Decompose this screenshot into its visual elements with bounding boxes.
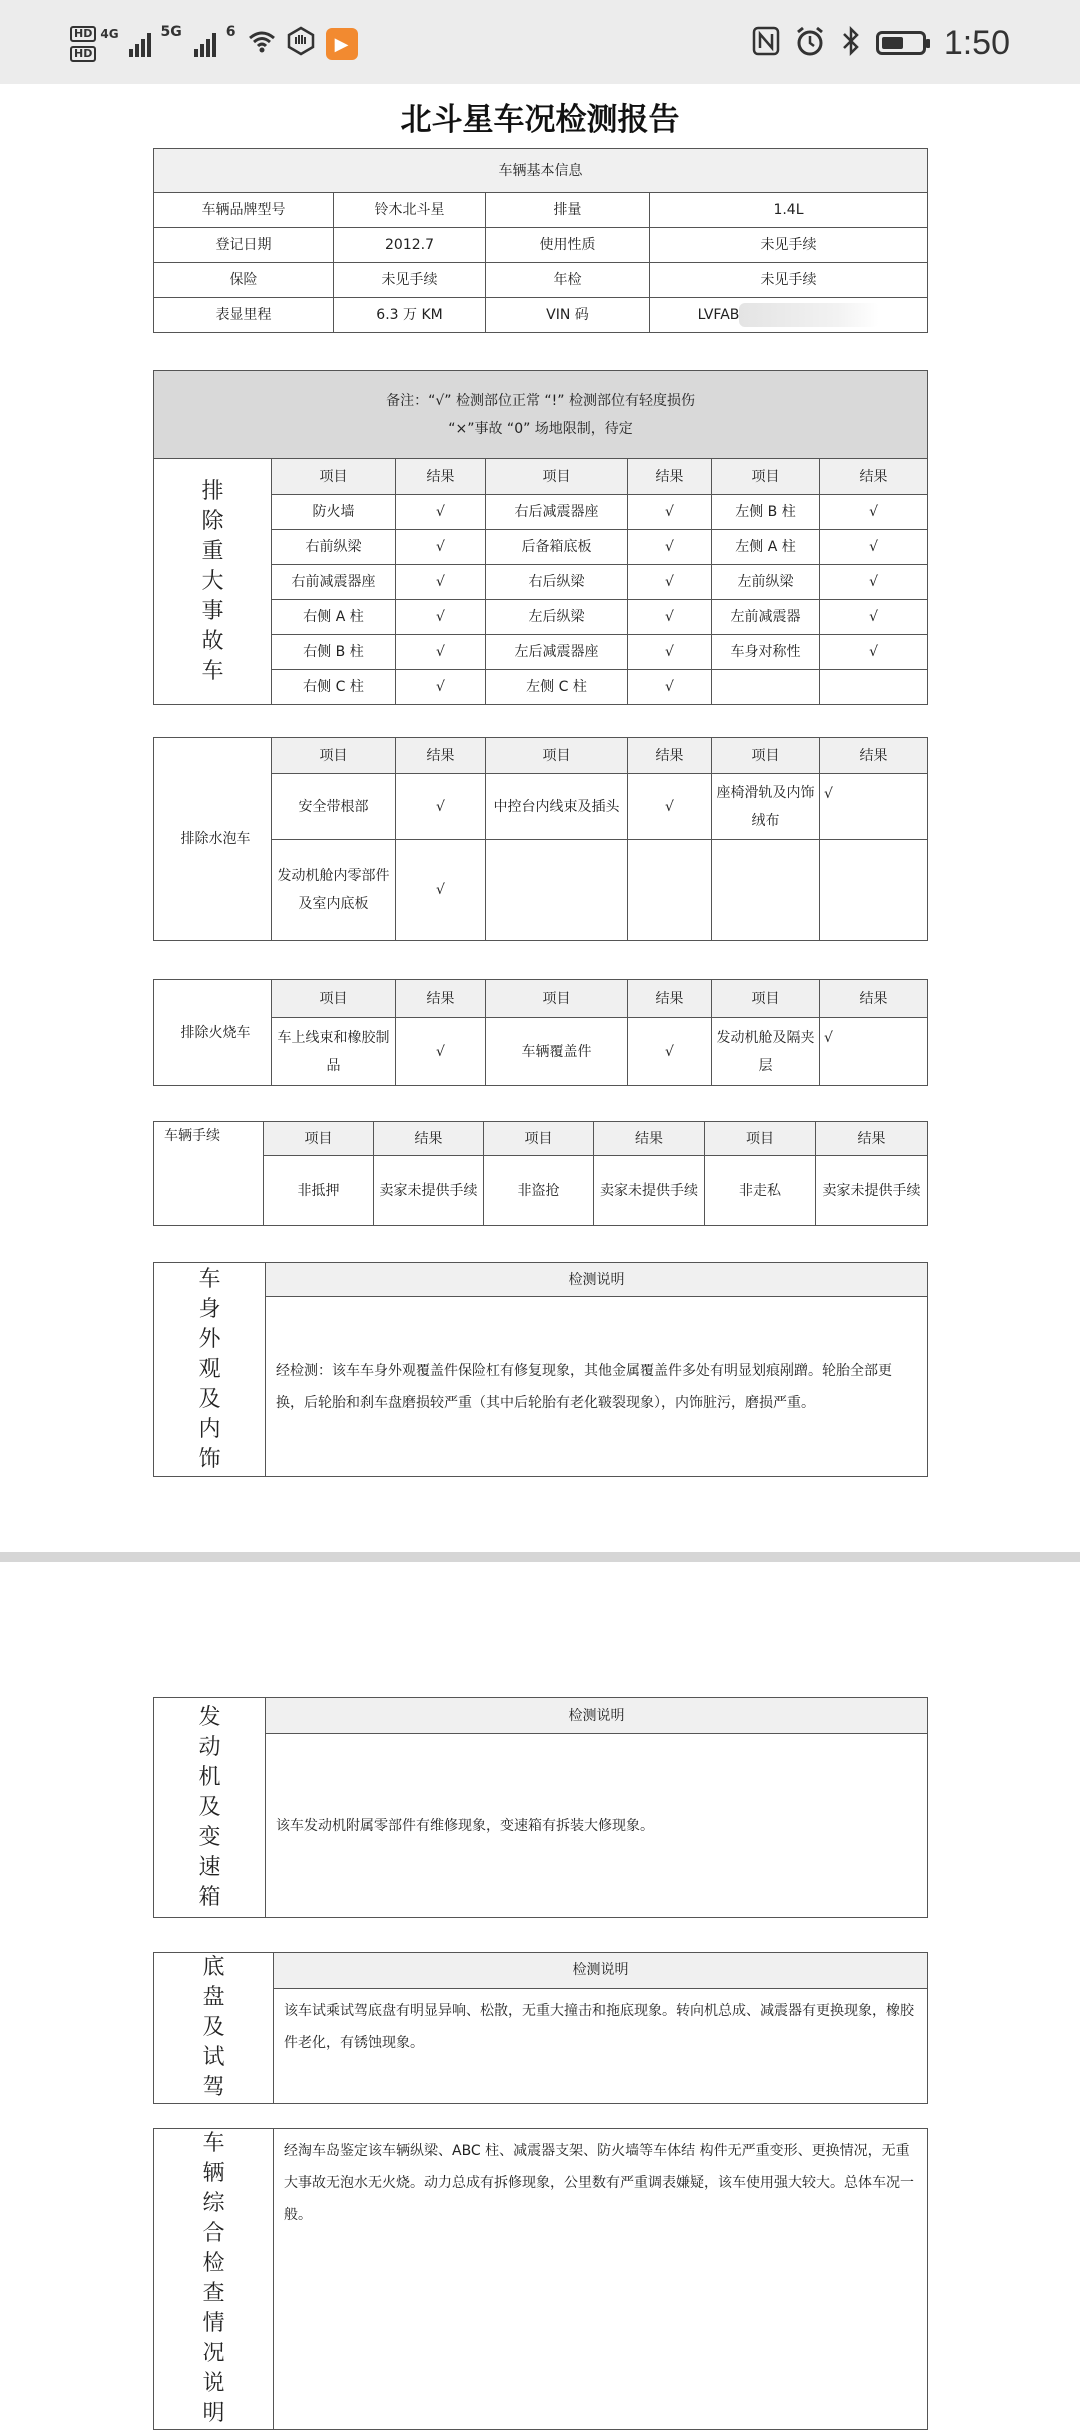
info-label: 表显里程 xyxy=(154,298,334,333)
col-header: 项目 xyxy=(272,738,396,774)
fire-table xyxy=(153,979,928,1086)
summary-table xyxy=(153,2128,928,2430)
info-value: 6.3 万 KM xyxy=(334,298,486,333)
col-header: 结果 xyxy=(396,980,486,1018)
item-cell: 非抵押 xyxy=(264,1156,374,1226)
status-right xyxy=(752,20,1010,66)
page-divider xyxy=(0,1552,1080,1562)
engine-label-cell xyxy=(154,1698,266,1918)
result-cell: √ xyxy=(628,1018,712,1086)
info-value: 2012.7 xyxy=(334,228,486,263)
summary-label-cell xyxy=(154,2129,274,2430)
col-header: 项目 xyxy=(486,980,628,1018)
hand-shield-icon xyxy=(286,26,316,63)
vin-redaction xyxy=(739,303,879,327)
clock-time: 1:50 xyxy=(943,23,1010,62)
procedures-label: 车辆手续 xyxy=(164,1128,220,1144)
col-header: 项目 xyxy=(484,1122,594,1156)
signal-icon xyxy=(194,31,216,57)
info-value: 1.4L xyxy=(650,193,928,228)
result-cell: √ xyxy=(820,600,928,635)
item-cell: 后备箱底板 xyxy=(486,530,628,565)
info-value: 未见手续 xyxy=(650,228,928,263)
item-cell: 车上线束和橡胶制品 xyxy=(272,1018,396,1086)
chassis-label: 底盘及试驾 xyxy=(202,1955,225,2100)
result-cell: √ xyxy=(396,670,486,705)
result-cell: √ xyxy=(396,600,486,635)
result-cell: √ xyxy=(396,565,486,600)
item-cell: 左侧 C 柱 xyxy=(486,670,628,705)
body-table xyxy=(153,1262,928,1477)
item-cell: 右前减震器座 xyxy=(272,565,396,600)
battery-icon xyxy=(876,31,926,55)
body-label: 车身外观及内饰 xyxy=(198,1266,221,1472)
item-cell: 左前纵梁 xyxy=(712,565,820,600)
item-cell: 左前减震器 xyxy=(712,600,820,635)
result-cell: √ xyxy=(628,670,712,705)
info-label: VIN 码 xyxy=(486,298,650,333)
info-value: 铃木北斗星 xyxy=(334,193,486,228)
status-bar xyxy=(0,0,1080,84)
col-header: 项目 xyxy=(712,459,820,495)
result-cell: √ xyxy=(820,565,928,600)
procedures-table xyxy=(153,1121,928,1226)
chassis-label-cell xyxy=(154,1953,274,2104)
result-cell: √ xyxy=(396,530,486,565)
col-header: 结果 xyxy=(628,459,712,495)
item-cell: 左后纵梁 xyxy=(486,600,628,635)
col-header: 结果 xyxy=(396,738,486,774)
col-header: 结果 xyxy=(820,459,928,495)
item-cell: 右后纵梁 xyxy=(486,565,628,600)
item-cell xyxy=(712,670,820,705)
col-header: 结果 xyxy=(374,1122,484,1156)
result-cell: 卖家未提供手续 xyxy=(374,1156,484,1226)
app-notification-icon: ▶ xyxy=(326,28,358,60)
info-value: 未见手续 xyxy=(334,263,486,298)
item-cell: 座椅滑轨及内饰绒布 xyxy=(712,774,820,840)
col-header: 项目 xyxy=(272,980,396,1018)
wifi-icon xyxy=(248,28,276,61)
signal-icon xyxy=(129,31,151,57)
result-cell: √ xyxy=(396,495,486,530)
alarm-icon xyxy=(794,25,826,61)
item-cell: 非走私 xyxy=(705,1156,816,1226)
engine-table xyxy=(153,1697,928,1918)
battery-level xyxy=(882,37,903,49)
legend-line-1: 备注：“√” 检测部位正常 “!” 检测部位有轻度损伤 xyxy=(386,392,695,409)
summary-text: 经淘车岛鉴定该车辆纵梁、ABC 柱、减震器支架、防火墙等车体结 构件无严重变形、更换情况，无重大事故无泡水无火烧。动力总成有拆修现象，公里数有严重调表嫌疑，该车使用强大较大。总体车况一般。 xyxy=(274,2129,928,2430)
flood-label-cell xyxy=(154,738,272,941)
info-label: 保险 xyxy=(154,263,334,298)
vin-cell xyxy=(650,298,928,333)
hd-badge: HD xyxy=(70,46,96,62)
procedures-label-cell xyxy=(154,1122,264,1226)
summary-label: 车辆综合检查情况说明 xyxy=(202,2131,225,2426)
net-type-2: 5G xyxy=(160,24,182,40)
col-header: 项目 xyxy=(264,1122,374,1156)
accident-table xyxy=(153,370,928,705)
bluetooth-icon xyxy=(840,25,862,61)
item-cell: 非盗抢 xyxy=(484,1156,594,1226)
chassis-table xyxy=(153,1952,928,2104)
col-header: 项目 xyxy=(486,738,628,774)
col-header: 项目 xyxy=(712,980,820,1018)
accident-label: 排除重大事故车 xyxy=(201,478,224,684)
vin-value: LVFAB xyxy=(697,307,740,323)
chassis-text: 该车试乘试驾底盘有明显异响、松散，无重大撞击和拖底现象。转向机总成、减震器有更换现象，橡胶件老化，有锈蚀现象。 xyxy=(274,1988,928,2103)
legend-cell xyxy=(154,371,928,459)
col-header: 项目 xyxy=(712,738,820,774)
body-label-cell xyxy=(154,1263,266,1477)
legend-line-2: “×”事故 “0” 场地限制，待定 xyxy=(448,420,633,437)
result-cell: √ xyxy=(396,1018,486,1086)
item-cell: 左侧 A 柱 xyxy=(712,530,820,565)
hd-badge: HD xyxy=(70,26,96,42)
info-label: 排量 xyxy=(486,193,650,228)
chassis-header: 检测说明 xyxy=(274,1953,928,1989)
result-cell: √ xyxy=(628,530,712,565)
info-label: 年检 xyxy=(486,263,650,298)
info-label: 车辆品牌型号 xyxy=(154,193,334,228)
result-cell: 卖家未提供手续 xyxy=(816,1156,928,1226)
result-cell: √ xyxy=(628,635,712,670)
col-header: 结果 xyxy=(628,980,712,1018)
engine-header: 检测说明 xyxy=(266,1698,928,1734)
result-cell: √ xyxy=(820,495,928,530)
result-cell: √ xyxy=(628,495,712,530)
item-cell: 右侧 B 柱 xyxy=(272,635,396,670)
item-cell: 左侧 B 柱 xyxy=(712,495,820,530)
engine-label: 发动机及变速箱 xyxy=(198,1704,221,1910)
info-value: 未见手续 xyxy=(650,263,928,298)
result-cell: √ xyxy=(820,530,928,565)
result-cell: √ xyxy=(820,774,928,840)
col-header: 结果 xyxy=(628,738,712,774)
col-header: 项目 xyxy=(705,1122,816,1156)
result-cell: √ xyxy=(820,635,928,670)
item-cell: 左后减震器座 xyxy=(486,635,628,670)
result-cell: √ xyxy=(396,840,486,941)
col-header: 结果 xyxy=(820,980,928,1018)
item-cell: 右前纵梁 xyxy=(272,530,396,565)
result-cell xyxy=(820,840,928,941)
result-cell: √ xyxy=(396,774,486,840)
item-cell: 发动机舱内零部件及室内底板 xyxy=(272,840,396,941)
flood-label: 排除水泡车 xyxy=(180,831,251,847)
fire-label-cell xyxy=(154,980,272,1086)
col-header: 项目 xyxy=(272,459,396,495)
item-cell: 右侧 C 柱 xyxy=(272,670,396,705)
item-cell xyxy=(486,840,628,941)
net-type-1: 4G xyxy=(100,27,119,41)
result-cell xyxy=(628,840,712,941)
col-header: 结果 xyxy=(816,1122,928,1156)
item-cell: 右后减震器座 xyxy=(486,495,628,530)
body-header: 检测说明 xyxy=(266,1263,928,1297)
info-label: 使用性质 xyxy=(486,228,650,263)
accident-label-cell xyxy=(154,459,272,705)
col-header: 项目 xyxy=(486,459,628,495)
engine-text: 该车发动机附属零部件有维修现象，变速箱有拆装大修现象。 xyxy=(266,1734,928,1918)
wifi-badge: 6 xyxy=(225,24,236,40)
item-cell: 车辆覆盖件 xyxy=(486,1018,628,1086)
basic-info-table xyxy=(153,148,928,333)
fire-label: 排除火烧车 xyxy=(180,1024,251,1041)
result-cell: √ xyxy=(628,565,712,600)
col-header: 结果 xyxy=(396,459,486,495)
result-cell xyxy=(820,670,928,705)
result-cell: 卖家未提供手续 xyxy=(594,1156,705,1226)
result-cell: √ xyxy=(628,600,712,635)
info-label: 登记日期 xyxy=(154,228,334,263)
item-cell: 安全带根部 xyxy=(272,774,396,840)
item-cell: 发动机舱及隔夹层 xyxy=(712,1018,820,1086)
flood-table xyxy=(153,737,928,941)
status-left xyxy=(70,24,358,64)
col-header: 结果 xyxy=(820,738,928,774)
item-cell: 中控台内线束及插头 xyxy=(486,774,628,840)
body-text: 经检测：该车车身外观覆盖件保险杠有修复现象，其他金属覆盖件多处有明显划痕剐蹭。轮胎全部更换，后轮胎和刹车盘磨损较严重（其中后轮胎有老化皲裂现象），内饰脏污，磨损严重。 xyxy=(266,1297,928,1477)
result-cell: √ xyxy=(820,1018,928,1086)
result-cell: √ xyxy=(396,635,486,670)
basic-info-title: 车辆基本信息 xyxy=(154,149,928,193)
report-title: 北斗星车况检测报告 xyxy=(400,102,680,138)
result-cell: √ xyxy=(628,774,712,840)
item-cell: 车身对称性 xyxy=(712,635,820,670)
item-cell xyxy=(712,840,820,941)
col-header: 结果 xyxy=(594,1122,705,1156)
item-cell: 防火墙 xyxy=(272,495,396,530)
item-cell: 右侧 A 柱 xyxy=(272,600,396,635)
nfc-icon xyxy=(752,26,780,60)
